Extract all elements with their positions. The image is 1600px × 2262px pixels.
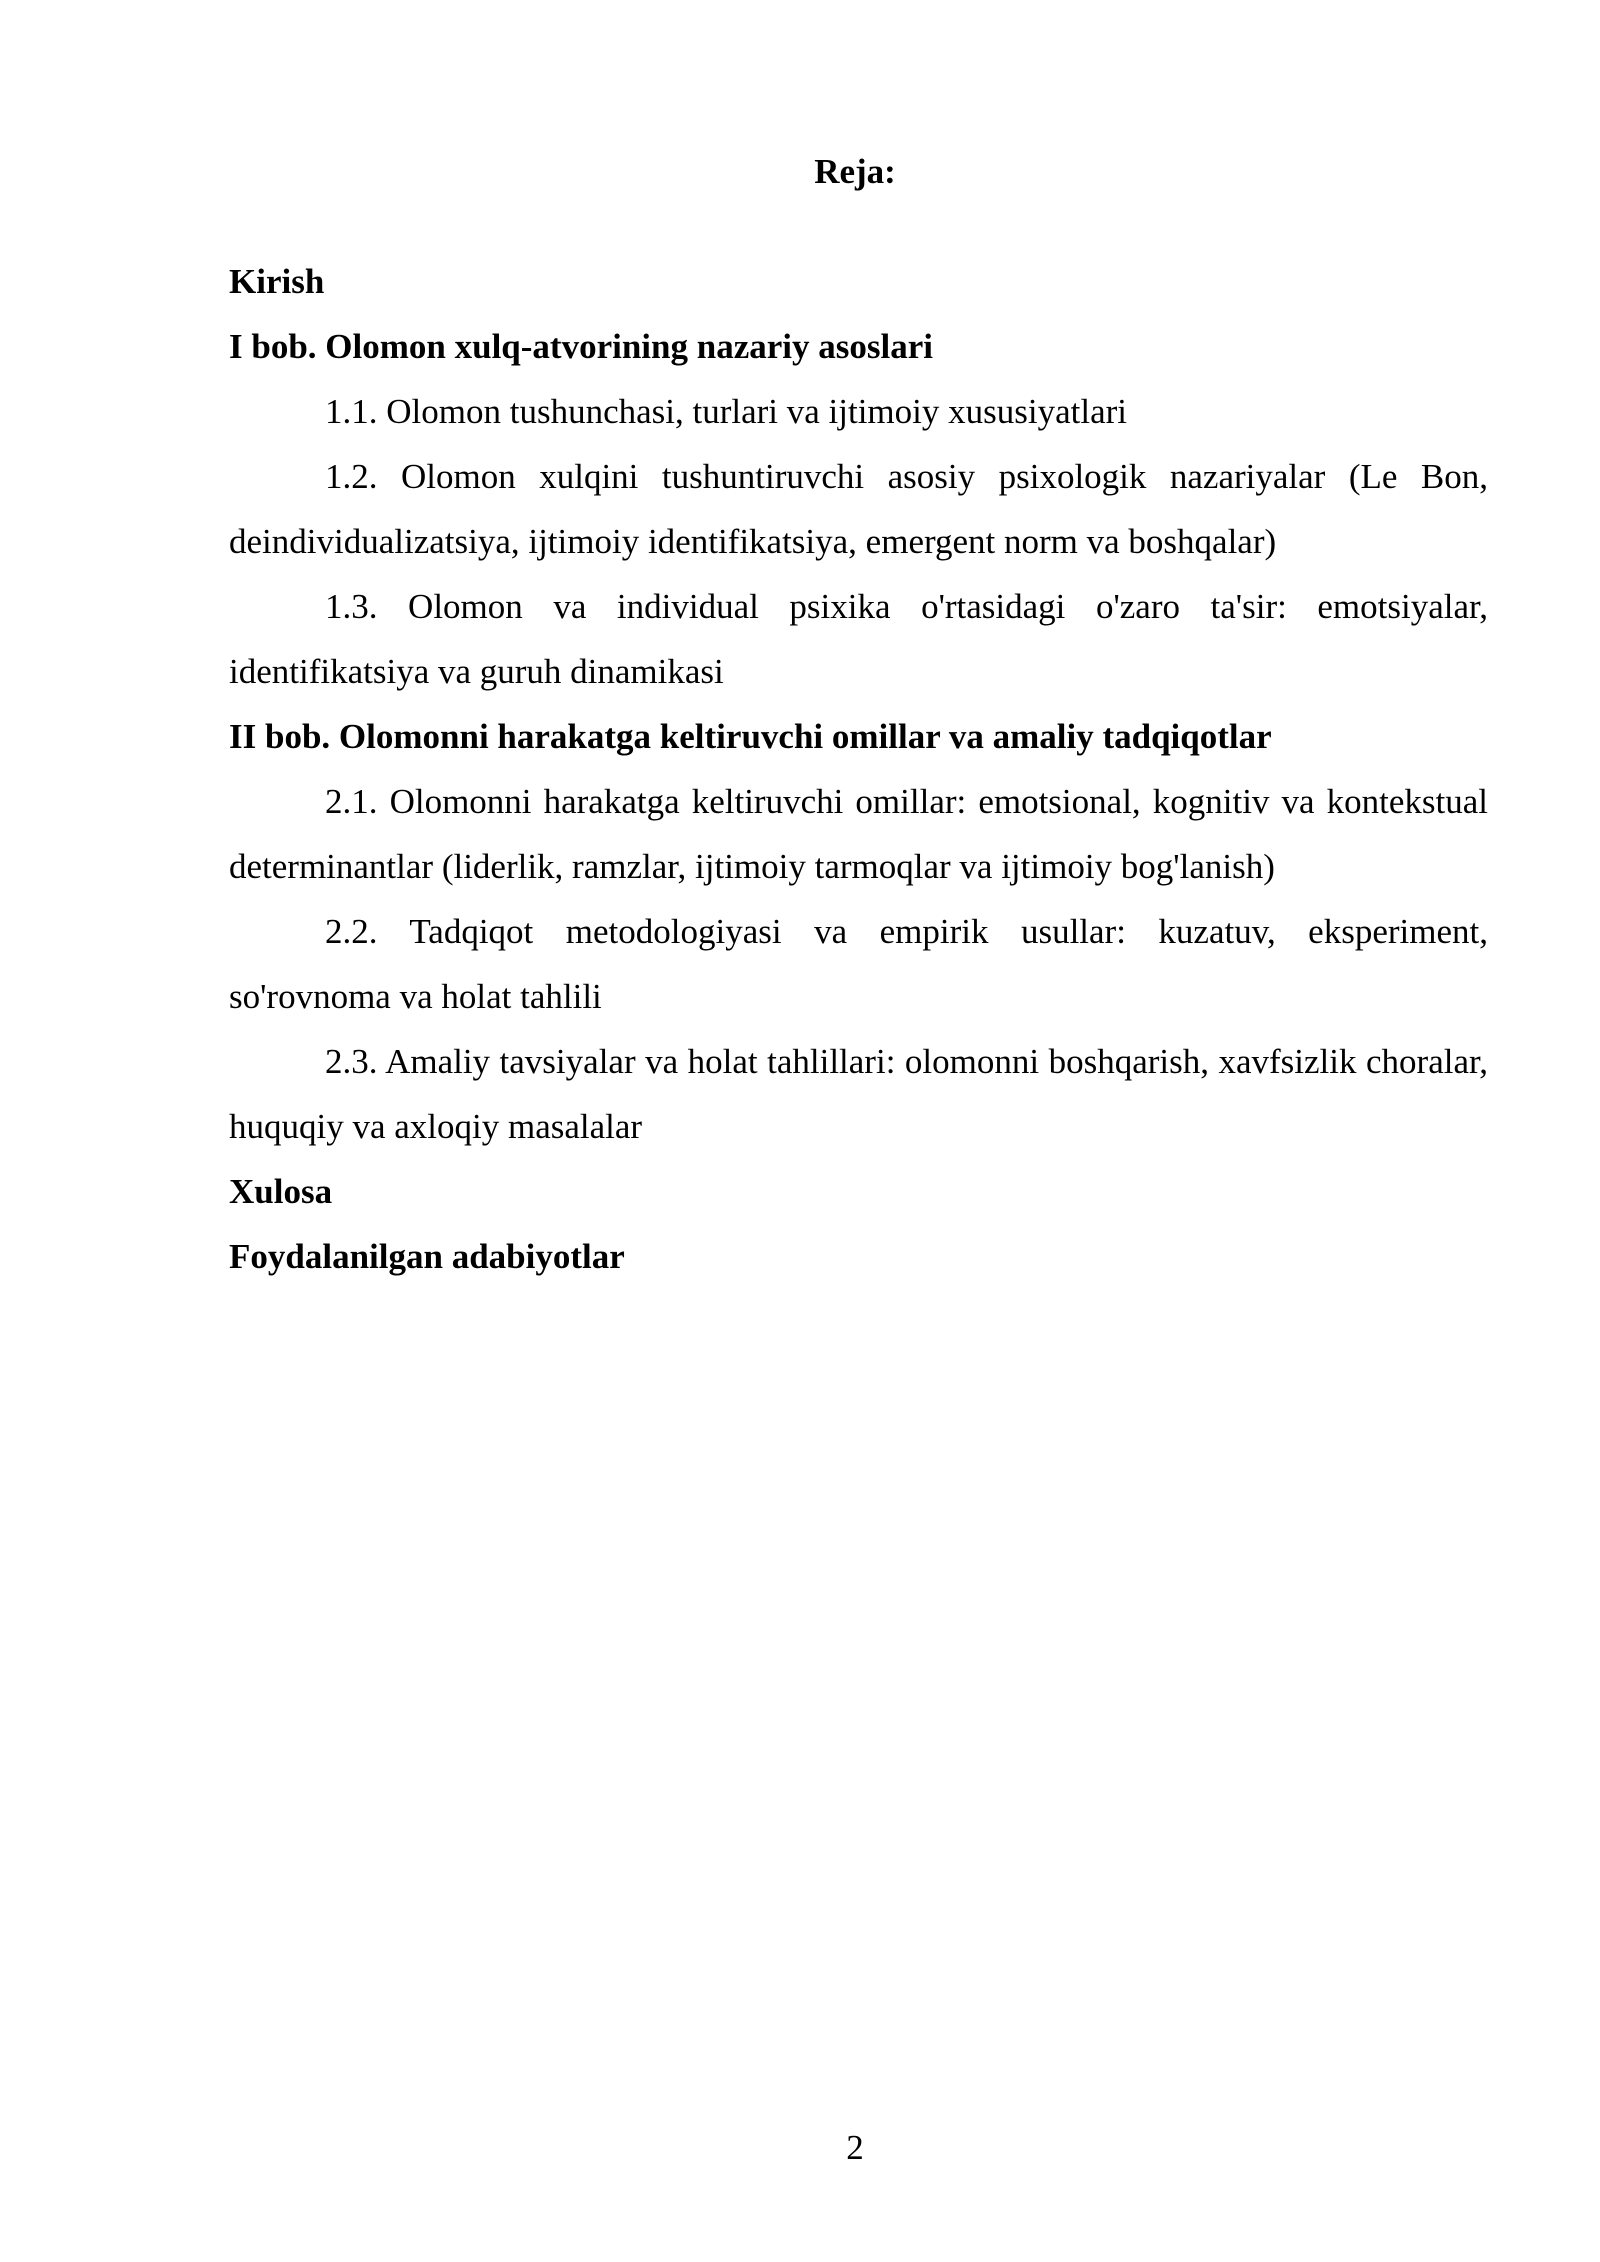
toc-chapter-1-title: I bob. Olomon xulq-atvorining nazariy asoslari <box>229 327 933 366</box>
toc-item-2-2: 2.2. Tadqiqot metodologiyasi va empirik usullar: kuzatuv, eksperiment, so'rovnoma va holat tahlili <box>229 912 1488 1016</box>
toc-item-1-1: 1.1. Olomon tushunchasi, turlari va ijtimoiy xususiyatlari <box>325 392 1127 431</box>
toc-item-1-3: 1.3. Olomon va individual psixika o'rtasidagi o'zaro ta'sir: emotsiyalar, identifikatsiya va guruh dinamikasi <box>229 587 1488 691</box>
page-number: 2 <box>846 2128 864 2167</box>
toc-item-2-1: 2.1. Olomonni harakatga keltiruvchi omillar: emotsional, kognitiv va kontekstual determinantlar (liderlik, ramzlar, ijtimoiy tarmoqlar va ijtimoiy bog'lanish) <box>229 782 1488 886</box>
toc-intro: Kirish <box>229 262 325 301</box>
toc-conclusion: Xulosa <box>229 1172 333 1211</box>
table-of-contents <box>229 249 1488 1289</box>
toc-references: Foydalanilgan adabiyotlar <box>229 1237 625 1276</box>
page-title: Reja: <box>814 152 896 191</box>
toc-chapter-2-title: II bob. Olomonni harakatga keltiruvchi omillar va amaliy tadqiqotlar <box>229 717 1272 756</box>
toc-item-1-2: 1.2. Olomon xulqini tushuntiruvchi asosiy psixologik nazariyalar (Le Bon, deindividualizatsiya, ijtimoiy identifikatsiya, emergent norm va boshqalar) <box>229 457 1488 561</box>
toc-item-2-3: 2.3. Amaliy tavsiyalar va holat tahlillari: olomonni boshqarish, xavfsizlik choralar, huquqiy va axloqiy masalalar <box>229 1042 1488 1146</box>
